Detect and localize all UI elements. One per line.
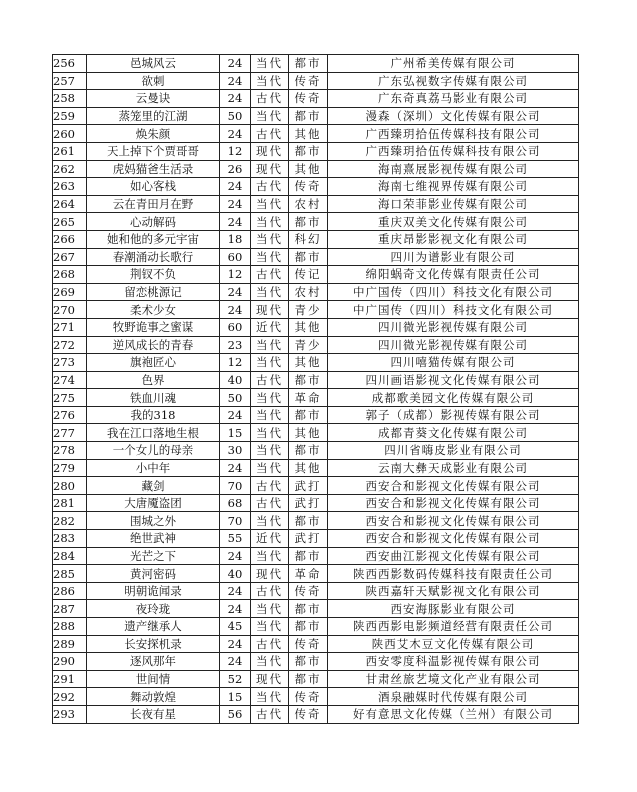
- era-cell: 古代: [251, 582, 289, 600]
- era-cell: 当代: [251, 547, 289, 565]
- company-name: 西安零度科温影视传媒有限公司: [328, 653, 579, 671]
- row-number: 282: [53, 512, 87, 530]
- drama-title: 柔术少女: [87, 301, 220, 319]
- drama-title: 光芒之下: [87, 547, 220, 565]
- table-row: [53, 266, 579, 284]
- table-row: [53, 283, 579, 301]
- table-row: [53, 582, 579, 600]
- era-cell: 现代: [251, 565, 289, 583]
- drama-title: 欲刺: [87, 72, 220, 90]
- era-cell: 现代: [251, 301, 289, 319]
- genre-cell: 都市: [289, 618, 328, 636]
- genre-cell: 都市: [289, 512, 328, 530]
- table-row: [53, 318, 579, 336]
- row-number: 271: [53, 318, 87, 336]
- drama-title: 铁血川魂: [87, 389, 220, 407]
- row-number: 269: [53, 283, 87, 301]
- table-row: [53, 72, 579, 90]
- table-row: [53, 406, 579, 424]
- company-name: 中广国传（四川）科技文化有限公司: [328, 301, 579, 319]
- genre-cell: 传奇: [289, 582, 328, 600]
- company-name: 陕西嘉轩天赋影视文化有限公司: [328, 582, 579, 600]
- episode-count: 18: [220, 230, 251, 248]
- era-cell: 古代: [251, 266, 289, 284]
- row-number: 258: [53, 90, 87, 108]
- genre-cell: 武打: [289, 494, 328, 512]
- table-row: [53, 565, 579, 583]
- table-row: [53, 178, 579, 196]
- company-name: 广西臻玥拾伍传媒科技有限公司: [328, 142, 579, 160]
- company-name: 广西臻玥拾伍传媒科技有限公司: [328, 125, 579, 143]
- genre-cell: 都市: [289, 107, 328, 125]
- era-cell: 当代: [251, 195, 289, 213]
- company-name: 好有意思文化传媒（兰州）有限公司: [328, 705, 579, 723]
- genre-cell: 传奇: [289, 688, 328, 706]
- era-cell: 古代: [251, 477, 289, 495]
- episode-count: 50: [220, 389, 251, 407]
- company-name: 四川为谱影业有限公司: [328, 248, 579, 266]
- episode-count: 24: [220, 600, 251, 618]
- table-row: [53, 705, 579, 723]
- table-row: [53, 354, 579, 372]
- row-number: 268: [53, 266, 87, 284]
- drama-title: 留恋桃源记: [87, 283, 220, 301]
- era-cell: 现代: [251, 160, 289, 178]
- table-row: [53, 635, 579, 653]
- genre-cell: 武打: [289, 530, 328, 548]
- era-cell: 古代: [251, 90, 289, 108]
- genre-cell: 传奇: [289, 705, 328, 723]
- episode-count: 70: [220, 512, 251, 530]
- episode-count: 56: [220, 705, 251, 723]
- row-number: 286: [53, 582, 87, 600]
- row-number: 291: [53, 670, 87, 688]
- company-name: 陕西西影数码传媒科技有限责任公司: [328, 565, 579, 583]
- table-row: [53, 142, 579, 160]
- genre-cell: 都市: [289, 670, 328, 688]
- row-number: 289: [53, 635, 87, 653]
- company-name: 海南七维视界传媒有限公司: [328, 178, 579, 196]
- era-cell: 近代: [251, 530, 289, 548]
- drama-title: 大唐魇盗团: [87, 494, 220, 512]
- company-name: 重庆昂影影视文化有限公司: [328, 230, 579, 248]
- genre-cell: 传奇: [289, 635, 328, 653]
- company-name: 云南大彝天成影业有限公司: [328, 459, 579, 477]
- genre-cell: 都市: [289, 213, 328, 231]
- genre-cell: 都市: [289, 442, 328, 460]
- era-cell: 当代: [251, 55, 289, 73]
- row-number: 256: [53, 55, 87, 73]
- era-cell: 古代: [251, 635, 289, 653]
- table-row: [53, 90, 579, 108]
- company-name: 四川嘻猫传媒有限公司: [328, 354, 579, 372]
- episode-count: 24: [220, 55, 251, 73]
- row-number: 270: [53, 301, 87, 319]
- company-name: 海口荣菲影业传媒有限公司: [328, 195, 579, 213]
- drama-title: 遗产继承人: [87, 618, 220, 636]
- era-cell: 当代: [251, 283, 289, 301]
- table-row: [53, 301, 579, 319]
- company-name: 广东奇真荔马影业有限公司: [328, 90, 579, 108]
- episode-count: 55: [220, 530, 251, 548]
- company-name: 海南熹展影视传媒有限公司: [328, 160, 579, 178]
- episode-count: 24: [220, 406, 251, 424]
- genre-cell: 都市: [289, 55, 328, 73]
- genre-cell: 革命: [289, 565, 328, 583]
- row-number: 267: [53, 248, 87, 266]
- genre-cell: 传记: [289, 266, 328, 284]
- drama-title: 荆钗不负: [87, 266, 220, 284]
- episode-count: 24: [220, 72, 251, 90]
- table-row: [53, 125, 579, 143]
- genre-cell: 青少: [289, 301, 328, 319]
- company-name: 西安海豚影业有限公司: [328, 600, 579, 618]
- row-number: 260: [53, 125, 87, 143]
- table-row: [53, 213, 579, 231]
- era-cell: 古代: [251, 178, 289, 196]
- genre-cell: 其他: [289, 424, 328, 442]
- table-row: [53, 248, 579, 266]
- company-name: 西安合和影视文化传媒有限公司: [328, 512, 579, 530]
- episode-count: 24: [220, 125, 251, 143]
- episode-count: 60: [220, 248, 251, 266]
- company-name: 四川省嗨皮影业有限公司: [328, 442, 579, 460]
- drama-title: 焕朱颜: [87, 125, 220, 143]
- genre-cell: 其他: [289, 160, 328, 178]
- episode-count: 24: [220, 653, 251, 671]
- genre-cell: 都市: [289, 653, 328, 671]
- era-cell: 当代: [251, 600, 289, 618]
- drama-title: 明朝诡闻录: [87, 582, 220, 600]
- genre-cell: 革命: [289, 389, 328, 407]
- drama-title: 夜玲珑: [87, 600, 220, 618]
- era-cell: 古代: [251, 371, 289, 389]
- episode-count: 15: [220, 424, 251, 442]
- genre-cell: 传奇: [289, 72, 328, 90]
- episode-count: 24: [220, 195, 251, 213]
- table-row: [53, 653, 579, 671]
- era-cell: 当代: [251, 248, 289, 266]
- era-cell: 现代: [251, 670, 289, 688]
- drama-title: 云在青田月在野: [87, 195, 220, 213]
- company-name: 成都青葵文化传媒有限公司: [328, 424, 579, 442]
- genre-cell: 其他: [289, 125, 328, 143]
- company-name: 西安合和影视文化传媒有限公司: [328, 477, 579, 495]
- genre-cell: 都市: [289, 406, 328, 424]
- episode-count: 40: [220, 371, 251, 389]
- episode-count: 24: [220, 178, 251, 196]
- registration-table: [52, 54, 579, 724]
- company-name: 酒泉融媒时代传媒有限公司: [328, 688, 579, 706]
- company-name: 中广国传（四川）科技文化有限公司: [328, 283, 579, 301]
- drama-title: 逆风成长的青春: [87, 336, 220, 354]
- drama-title: 心动解码: [87, 213, 220, 231]
- table-row: [53, 512, 579, 530]
- genre-cell: 其他: [289, 459, 328, 477]
- episode-count: 24: [220, 90, 251, 108]
- row-number: 283: [53, 530, 87, 548]
- era-cell: 当代: [251, 72, 289, 90]
- row-number: 292: [53, 688, 87, 706]
- episode-count: 52: [220, 670, 251, 688]
- row-number: 259: [53, 107, 87, 125]
- genre-cell: 都市: [289, 600, 328, 618]
- company-name: 郭子（成都）影视传媒有限公司: [328, 406, 579, 424]
- episode-count: 50: [220, 107, 251, 125]
- episode-count: 60: [220, 318, 251, 336]
- row-number: 262: [53, 160, 87, 178]
- table-row: [53, 477, 579, 495]
- era-cell: 当代: [251, 336, 289, 354]
- episode-count: 70: [220, 477, 251, 495]
- row-number: 288: [53, 618, 87, 636]
- drama-title: 邑城风云: [87, 55, 220, 73]
- company-name: 陕西西影电影频道经营有限责任公司: [328, 618, 579, 636]
- genre-cell: 传奇: [289, 178, 328, 196]
- episode-count: 45: [220, 618, 251, 636]
- table-row: [53, 160, 579, 178]
- genre-cell: 都市: [289, 547, 328, 565]
- table-body: [53, 55, 579, 724]
- company-name: 广东弘视数字传媒有限公司: [328, 72, 579, 90]
- row-number: 276: [53, 406, 87, 424]
- table-row: [53, 107, 579, 125]
- row-number: 264: [53, 195, 87, 213]
- era-cell: 当代: [251, 230, 289, 248]
- row-number: 285: [53, 565, 87, 583]
- drama-title: 世间情: [87, 670, 220, 688]
- row-number: 293: [53, 705, 87, 723]
- row-number: 284: [53, 547, 87, 565]
- table-row: [53, 494, 579, 512]
- episode-count: 40: [220, 565, 251, 583]
- era-cell: 近代: [251, 318, 289, 336]
- drama-title: 一个女儿的母亲: [87, 442, 220, 460]
- episode-count: 12: [220, 142, 251, 160]
- episode-count: 30: [220, 442, 251, 460]
- row-number: 275: [53, 389, 87, 407]
- row-number: 265: [53, 213, 87, 231]
- table-row: [53, 530, 579, 548]
- era-cell: 当代: [251, 459, 289, 477]
- row-number: 263: [53, 178, 87, 196]
- company-name: 绵阳蜗奇文化传媒有限责任公司: [328, 266, 579, 284]
- episode-count: 23: [220, 336, 251, 354]
- drama-title: 小中年: [87, 459, 220, 477]
- company-name: 成都歌美园文化传媒有限公司: [328, 389, 579, 407]
- company-name: 四川微光影视传媒有限公司: [328, 336, 579, 354]
- era-cell: 当代: [251, 213, 289, 231]
- drama-title: 长安探机录: [87, 635, 220, 653]
- company-name: 甘肃丝旅艺境文化产业有限公司: [328, 670, 579, 688]
- table-row: [53, 371, 579, 389]
- drama-title: 我的318: [87, 406, 220, 424]
- company-name: 四川微光影视传媒有限公司: [328, 318, 579, 336]
- row-number: 277: [53, 424, 87, 442]
- row-number: 273: [53, 354, 87, 372]
- company-name: 漫森（深圳）文化传媒有限公司: [328, 107, 579, 125]
- company-name: 广州希美传媒有限公司: [328, 55, 579, 73]
- genre-cell: 农村: [289, 283, 328, 301]
- company-name: 重庆双美文化传媒有限公司: [328, 213, 579, 231]
- genre-cell: 科幻: [289, 230, 328, 248]
- era-cell: 当代: [251, 512, 289, 530]
- genre-cell: 青少: [289, 336, 328, 354]
- era-cell: 当代: [251, 442, 289, 460]
- genre-cell: 传奇: [289, 90, 328, 108]
- company-name: 西安合和影视文化传媒有限公司: [328, 530, 579, 548]
- episode-count: 24: [220, 547, 251, 565]
- drama-title: 藏剑: [87, 477, 220, 495]
- drama-title: 牧野诡事之蜜谋: [87, 318, 220, 336]
- drama-title: 色界: [87, 371, 220, 389]
- episode-count: 24: [220, 635, 251, 653]
- era-cell: 古代: [251, 494, 289, 512]
- era-cell: 当代: [251, 688, 289, 706]
- row-number: 266: [53, 230, 87, 248]
- row-number: 290: [53, 653, 87, 671]
- genre-cell: 都市: [289, 371, 328, 389]
- row-number: 280: [53, 477, 87, 495]
- drama-title: 长夜有星: [87, 705, 220, 723]
- table-row: [53, 230, 579, 248]
- era-cell: 古代: [251, 125, 289, 143]
- table-row: [53, 547, 579, 565]
- episode-count: 12: [220, 354, 251, 372]
- table-row: [53, 618, 579, 636]
- episode-count: 26: [220, 160, 251, 178]
- row-number: 274: [53, 371, 87, 389]
- drama-title: 蒸笼里的江湖: [87, 107, 220, 125]
- row-number: 261: [53, 142, 87, 160]
- episode-count: 24: [220, 283, 251, 301]
- episode-count: 24: [220, 459, 251, 477]
- company-name: 四川画语影视文化传媒有限公司: [328, 371, 579, 389]
- table-row: [53, 459, 579, 477]
- drama-title: 天上掉下个贾哥哥: [87, 142, 220, 160]
- genre-cell: 都市: [289, 142, 328, 160]
- era-cell: 当代: [251, 653, 289, 671]
- table-row: [53, 195, 579, 213]
- row-number: 257: [53, 72, 87, 90]
- row-number: 279: [53, 459, 87, 477]
- episode-count: 24: [220, 582, 251, 600]
- table-row: [53, 389, 579, 407]
- company-name: 西安合和影视文化传媒有限公司: [328, 494, 579, 512]
- company-name: 西安曲江影视文化传媒有限公司: [328, 547, 579, 565]
- era-cell: 当代: [251, 618, 289, 636]
- era-cell: 当代: [251, 389, 289, 407]
- table-row: [53, 688, 579, 706]
- drama-title: 逐风那年: [87, 653, 220, 671]
- era-cell: 当代: [251, 107, 289, 125]
- table-row: [53, 424, 579, 442]
- table-row: [53, 55, 579, 73]
- drama-title: 旗袍匠心: [87, 354, 220, 372]
- company-name: 陕西艾木豆文化传媒有限公司: [328, 635, 579, 653]
- row-number: 272: [53, 336, 87, 354]
- drama-title: 黄河密码: [87, 565, 220, 583]
- era-cell: 当代: [251, 424, 289, 442]
- genre-cell: 武打: [289, 477, 328, 495]
- table-row: [53, 442, 579, 460]
- row-number: 281: [53, 494, 87, 512]
- era-cell: 古代: [251, 705, 289, 723]
- episode-count: 12: [220, 266, 251, 284]
- drama-title: 我在江口落地生根: [87, 424, 220, 442]
- episode-count: 24: [220, 301, 251, 319]
- drama-title: 围城之外: [87, 512, 220, 530]
- genre-cell: 都市: [289, 248, 328, 266]
- era-cell: 当代: [251, 354, 289, 372]
- episode-count: 15: [220, 688, 251, 706]
- era-cell: 现代: [251, 142, 289, 160]
- drama-title: 如心客栈: [87, 178, 220, 196]
- genre-cell: 农村: [289, 195, 328, 213]
- genre-cell: 其他: [289, 318, 328, 336]
- drama-title: 绝世武神: [87, 530, 220, 548]
- drama-title: 春潮涌动长歌行: [87, 248, 220, 266]
- episode-count: 68: [220, 494, 251, 512]
- episode-count: 24: [220, 213, 251, 231]
- row-number: 278: [53, 442, 87, 460]
- drama-title: 舞动敦煌: [87, 688, 220, 706]
- table-row: [53, 670, 579, 688]
- table-row: [53, 600, 579, 618]
- era-cell: 当代: [251, 406, 289, 424]
- table-row: [53, 336, 579, 354]
- genre-cell: 其他: [289, 354, 328, 372]
- row-number: 287: [53, 600, 87, 618]
- drama-title: 她和他的多元宇宙: [87, 230, 220, 248]
- drama-title: 云曼诀: [87, 90, 220, 108]
- drama-title: 虎妈猫爸生活录: [87, 160, 220, 178]
